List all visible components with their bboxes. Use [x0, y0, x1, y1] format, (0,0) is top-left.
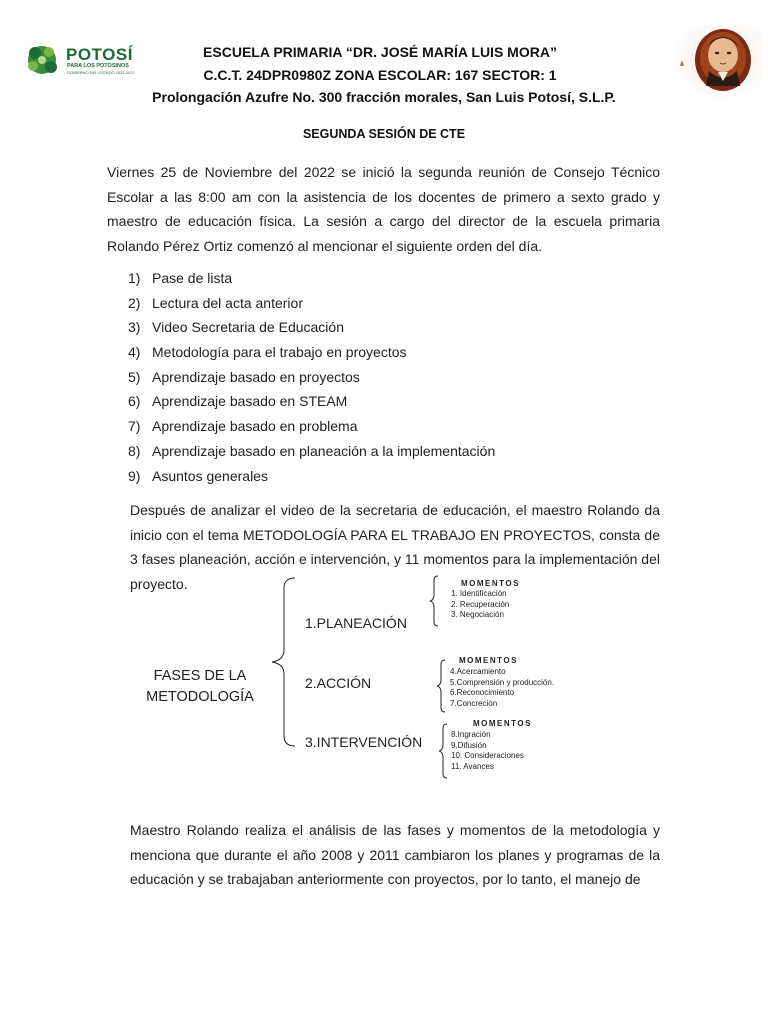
list-item: [128, 315, 495, 340]
list-item-number: 3): [128, 319, 141, 336]
list-item-text: Aprendizaje basado en STEAM: [152, 393, 348, 410]
moments-list-accion: [450, 667, 554, 709]
list-item: 8.Ingración: [451, 730, 491, 739]
list-item-number: 9): [128, 467, 141, 484]
list-item-number: 5): [128, 368, 141, 385]
phase-accion: 2.ACCIÓN: [305, 675, 372, 691]
list-item-text: Video Secretaria de Educación: [152, 319, 344, 336]
root-label-line1: FASES DE LA: [153, 668, 247, 684]
list-item: 3. Negociación: [451, 610, 504, 619]
list-item-number: 8): [128, 442, 141, 459]
agenda-list: [128, 266, 495, 488]
list-item: 4.Acercamiento: [450, 667, 506, 676]
list-item: [128, 365, 495, 390]
list-item: [128, 266, 495, 291]
list-item-text: Metodología para el trabajo en proyectos: [152, 344, 407, 361]
school-name: ESCUELA PRIMARIA “DR. JOSÉ MARÍA LUIS MORA”: [203, 44, 557, 60]
logo-tagline: PARA LOS POTOSINOS: [67, 63, 129, 69]
brace-intervencion: [439, 724, 447, 778]
list-item: 6.Reconocimiento: [450, 688, 515, 697]
list-item: [128, 389, 495, 414]
logo-government-line: GOBIERNO DEL ESTADO 2021-2027: [67, 70, 135, 75]
list-item-text: Aprendizaje basado en problema: [152, 418, 358, 435]
document-title: SEGUNDA SESIÓN DE CTE: [302, 127, 466, 141]
moments-title: MOMENTOS: [461, 579, 520, 588]
list-item-number: 2): [128, 294, 141, 311]
list-item-number: 1): [128, 270, 141, 286]
analysis-paragraph: Maestro Rolando realiza el análisis de las fases y momentos de la metodología y menciona que durante el año 2008 y 2011 cambiaron los planes y programas de la educación y se trabajaban anteriormente con proyectos, por lo tanto, el manejo de: [130, 822, 660, 888]
list-item: 1. Identificación: [451, 589, 507, 598]
list-item: 9.Difusión: [451, 740, 487, 750]
methodology-paragraph: Después de analizar el video de la secretaria de educación, el maestro Rolando da inicio con el tema METODOLOGÍA PARA EL TRABAJO EN PROYECTOS, consta de 3 fases planeación, acción e intervención, y 11 momentos para la implementación del proyecto.: [130, 502, 660, 592]
phase-planeacion: 1.PLANEACIÓN: [305, 615, 407, 631]
list-item: 10. Consideraciones: [451, 751, 524, 760]
list-item-number: 4): [128, 344, 141, 361]
moments-list-intervencion: [451, 730, 524, 772]
diagram-root-label: [138, 666, 262, 708]
list-item: [128, 291, 495, 316]
school-code-line: C.C.T. 24DPR0980Z ZONA ESCOLAR: 167 SECTOR: 1: [203, 67, 557, 83]
portrait-image: [676, 26, 762, 98]
list-item-text: Lectura del acta anterior: [152, 294, 303, 311]
root-label-line2: METODOLOGÍA: [146, 689, 254, 705]
main-brace: [272, 578, 295, 746]
moments-title: MOMENTOS: [459, 656, 518, 665]
list-item: 7.Concreción: [450, 698, 498, 708]
moments-list-planeacion: [451, 589, 509, 621]
school-address: Prolongación Azufre No. 300 fracción morales, San Luis Potosí, S.L.P.: [152, 89, 616, 105]
moments-title: MOMENTOS: [473, 719, 532, 728]
list-item: [128, 439, 495, 464]
list-item: 11. Avances: [451, 761, 494, 771]
list-item-text: Aprendizaje basado en planeación a la implementación: [152, 442, 496, 459]
intro-paragraph: Viernes 25 de Noviembre del 2022 se inició la segunda reunión de Consejo Técnico Escolar a las 8:00 am con la asistencia de los docentes de primero a sexto grado y maestro de educación física. La sesión a cargo del director de la escuela primaria Rolando Pérez Ortiz comenzó al mencionar el siguiente orden del día.: [107, 164, 660, 254]
list-item-text: Asuntos generales: [152, 467, 268, 484]
list-item-text: Aprendizaje basado en proyectos: [152, 368, 360, 385]
brace-accion: [437, 660, 445, 712]
list-item: [128, 340, 495, 365]
logo-wordmark: POTOSÍ: [66, 45, 133, 64]
list-item: [128, 414, 495, 439]
list-item: 2. Recuperación: [451, 599, 510, 609]
phase-intervencion: 3.INTERVENCIÓN: [305, 734, 423, 750]
list-item: 5.Comprensión y producción.: [450, 677, 555, 687]
list-item-number: 7): [128, 418, 141, 435]
list-item-text: Pase de lista: [152, 270, 233, 286]
list-item: [128, 464, 495, 489]
list-item-number: 6): [128, 393, 141, 410]
